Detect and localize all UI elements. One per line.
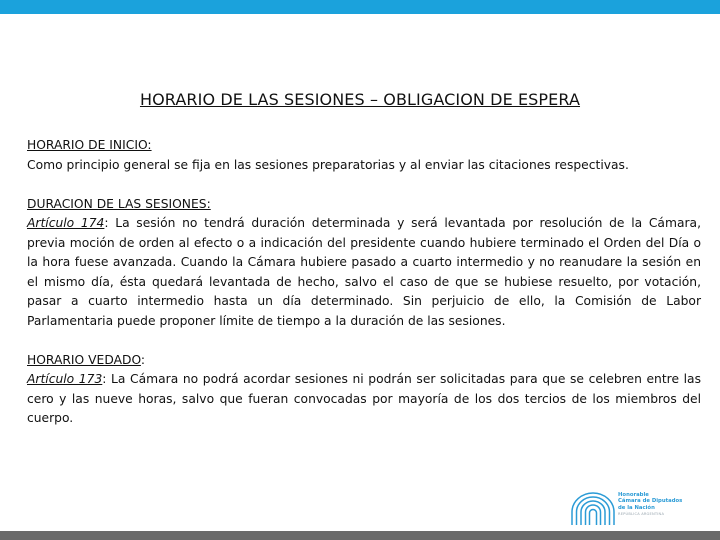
document-body <box>27 136 701 429</box>
section-inicio-heading: HORARIO DE INICIO: <box>27 138 152 152</box>
section-inicio-text: Como principio general se fija en las sesiones preparatorias y al enviar las citaciones respectivas. <box>27 157 629 172</box>
logo-text: Honorable Cámara de Diputados de la Nación REPÚBLICA ARGENTINA <box>618 492 683 517</box>
top-accent-bar <box>0 0 720 14</box>
article-174-label: Artículo 174 <box>27 216 105 230</box>
section-vedado-heading: HORARIO VEDADO: <box>27 352 146 367</box>
section-duracion-heading: DURACION DE LAS SESIONES: <box>27 196 211 211</box>
page-title: HORARIO DE LAS SESIONES – OBLIGACION DE ESPERA <box>139 90 581 109</box>
article-173-label: Artículo 173 <box>27 372 103 386</box>
bottom-bar <box>0 531 720 540</box>
congress-dome-icon <box>570 490 616 526</box>
section-vedado-text: Artículo 173: La Cámara no podrá acordar sesiones ni podrán ser solicitadas para que se celebren entre las cero y las nueve horas, salvo que fueran convocadas por mayoría de los dos tercios de los miembros del cuerpo. <box>27 372 701 425</box>
section-duracion-text: Artículo 174: La sesión no tendrá duración determinada y será levantada por resolución de la Cámara, previa moción de orden al efecto o a indicación del presidente cuando hubiere terminado el Orden del Día o la hora fuese avanzada. Cuando la Cámara hubiere pasado a cuarto intermedio y no reanudare la sesión en el mismo día, ésta quedará levantada de hecho, salvo el caso de que se hubiese resuelto, por votación, pasar a cuarto intermedio hasta un día determinado. Sin perjuicio de ello, la Comisión de Labor Parlamentaria puede proponer límite de tiempo a la duración de las sesiones. <box>27 216 701 328</box>
hcdn-logo <box>570 490 690 526</box>
